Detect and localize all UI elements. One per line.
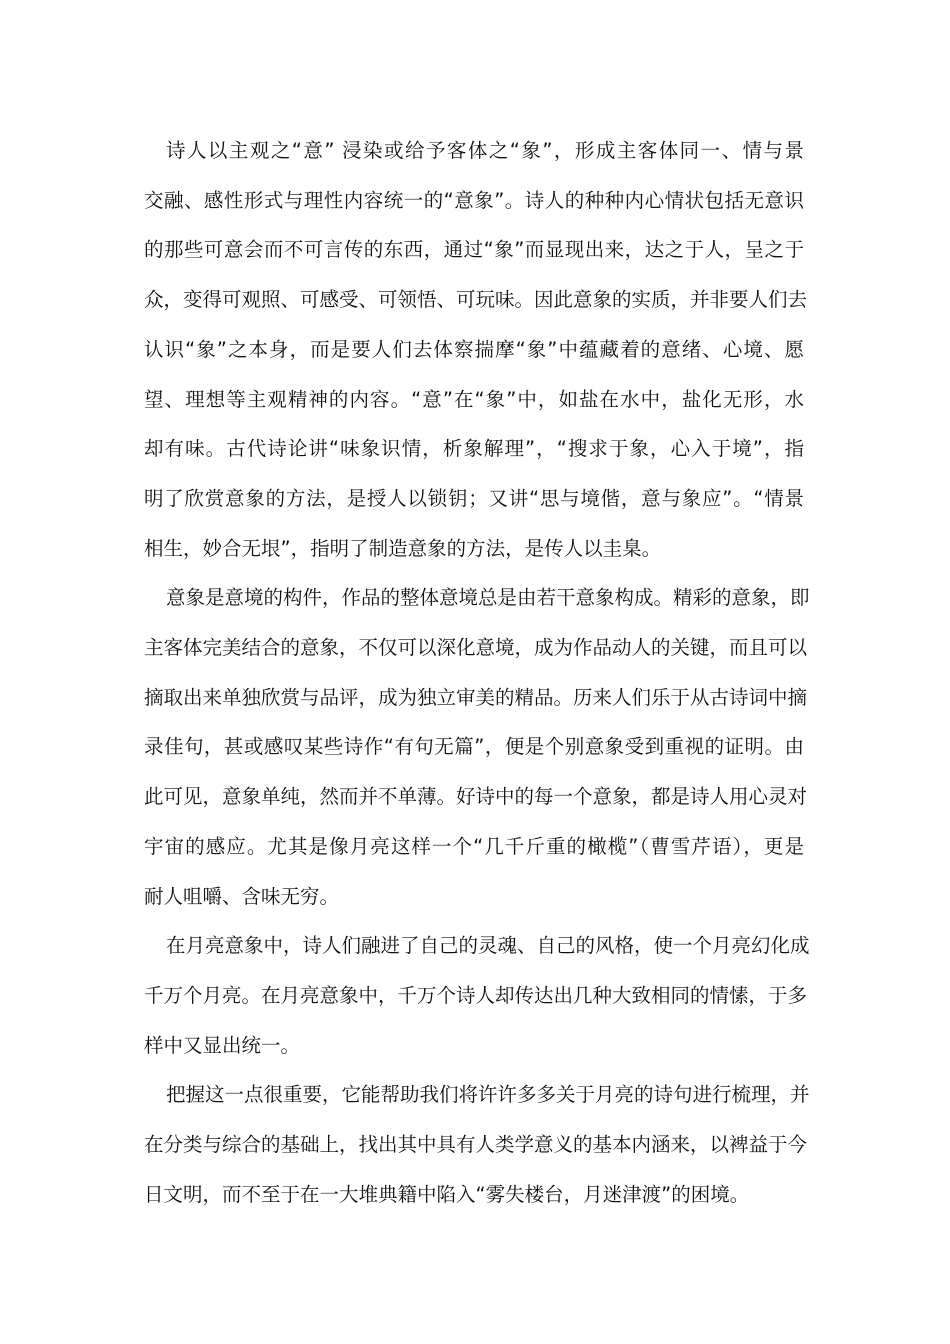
paragraph-3 [144,921,810,1070]
paragraph-2 [144,573,810,921]
text-line: 宇宙的感应。尤其是像月亮这样一个“几千斤重的橄榄”（曹雪芹语），更是 [144,834,804,858]
text-line: 意象是意境的构件，作品的整体意境总是由若干意象构成。精彩的意象，即 [166,586,810,610]
text-line: 相生，妙合无垠”，指明了制造意象的方法，是传人以圭臬。 [144,536,662,560]
text-line: 日文明，而不至于在一大堆典籍中陷入“雾失楼台，月迷津渡”的困境。 [144,1182,750,1206]
paragraph-1 [144,126,808,573]
text-line: 众，变得可观照、可感受、可领悟、可玩味。因此意象的实质，并非要人们去 [144,288,808,312]
text-line: 耐人咀嚼、含味无穷。 [144,884,340,908]
text-line: 的那些可意会而不可言传的东西，通过“象”而显现出来，达之于人，呈之于 [144,238,804,262]
text-line: 在月亮意象中，诗人们融进了自己的灵魂、自己的风格，使一个月亮幻化成 [166,934,810,958]
text-line: 在分类与综合的基础上，找出其中具有人类学意义的基本内涵来，以裨益于今 [144,1133,808,1157]
text-line: 样中又显出统一。 [144,1033,301,1057]
paragraph-4 [144,1070,810,1219]
text-line: 诗人以主观之“意” 浸染或给予客体之“象”，形成主客体同一、情与景 [166,139,804,162]
text-line: 摘取出来单独欣赏与品评，成为独立审美的精品。历来人们乐于从古诗词中摘 [144,685,808,709]
text-line: 却有味。古代诗论讲“味象识情，析象解理”，“搜求于象，心入于境”，指 [144,437,804,461]
document-body [144,126,810,1219]
text-line: 此可见，意象单纯，然而并不单薄。好诗中的每一个意象，都是诗人用心灵对 [144,785,808,809]
text-line: 把握这一点很重要，它能帮助我们将许许多多关于月亮的诗句进行梳理，并 [166,1083,810,1107]
text-line: 明了欣赏意象的方法，是授人以锁钥；又讲“思与境偕，意与象应”。“情景 [144,486,804,510]
text-line: 主客体完美结合的意象，不仅可以深化意境，成为作品动人的关键，而且可以 [144,636,808,660]
text-line: 录佳句，甚或感叹某些诗作“有句无篇”，便是个别意象受到重视的证明。由 [144,735,804,759]
text-line: 千万个月亮。在月亮意象中，千万个诗人却传达出几种大致相同的情愫，于多 [144,983,808,1007]
text-line: 望、理想等主观精神的内容。“意”在“象”中，如盐在水中，盐化无形，水 [144,387,804,411]
text-line: 认识“象”之本身，而是要人们去体察揣摩“象”中蕴藏着的意绪、心境、愿 [144,337,804,361]
text-line: 交融、感性形式与理性内容统一的“意象”。诗人的种种内心情状包括无意识 [144,188,804,212]
